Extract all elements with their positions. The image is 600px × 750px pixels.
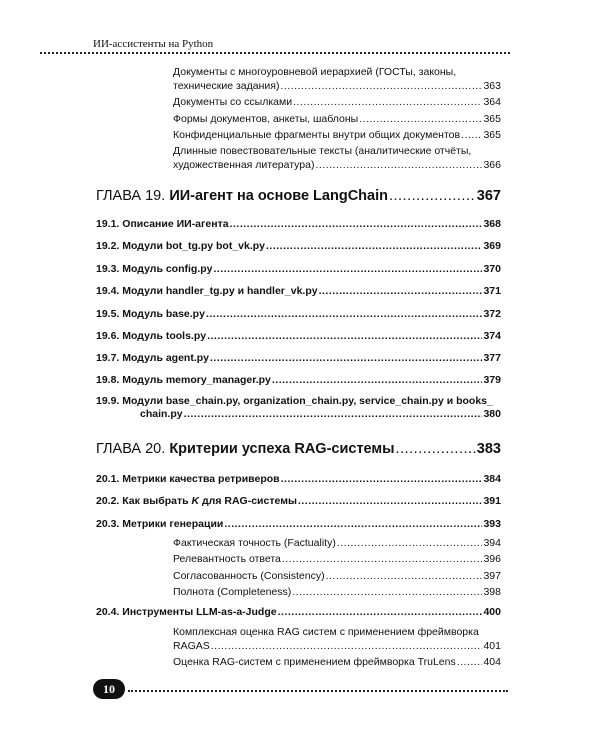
toc-section[interactable] xyxy=(96,308,501,320)
leader-dots xyxy=(282,553,483,565)
leader-dots xyxy=(337,537,483,549)
toc-entry-page: 365 xyxy=(483,113,501,125)
toc-entry-page: 396 xyxy=(483,553,501,565)
toc-section[interactable] xyxy=(96,518,501,530)
toc-entry-title: Документы со ссылками xyxy=(173,96,293,108)
toc-entry[interactable] xyxy=(173,96,501,108)
toc-section[interactable] xyxy=(96,352,501,364)
toc-entry-line1: Комплексная оценка RAG систем с применением фреймворка xyxy=(173,626,479,638)
toc-entry-title: Конфиденциальные фрагменты внутри общих документов xyxy=(173,129,461,141)
toc-entry[interactable] xyxy=(173,656,501,668)
toc-section[interactable] xyxy=(96,330,501,342)
leader-dots xyxy=(326,570,483,582)
leader-dots xyxy=(280,80,482,92)
toc-section-title: 19.2. Модули bot_tg.py bot_vk.py xyxy=(96,240,266,252)
toc-entry-title: Согласованность (Consistency) xyxy=(173,570,325,582)
leader-dots xyxy=(230,218,483,230)
toc-entry-title: технические задания) xyxy=(173,80,280,92)
toc-section[interactable] xyxy=(140,408,501,420)
toc-section-page: 393 xyxy=(483,518,501,530)
toc-entry[interactable] xyxy=(173,586,501,598)
toc-entry-page: 398 xyxy=(483,586,501,598)
leader-dots xyxy=(292,586,482,598)
toc-section[interactable] xyxy=(96,263,501,275)
toc-section-page: 379 xyxy=(483,374,501,386)
toc-section-title: 19.7. Модуль agent.py xyxy=(96,352,210,364)
chapter-title: ИИ-агент на основе LangChain xyxy=(169,188,388,204)
header-dotted-rule xyxy=(40,52,510,54)
leader-dots xyxy=(184,408,483,420)
toc-entry[interactable] xyxy=(173,537,501,549)
toc-section[interactable] xyxy=(96,285,501,297)
leader-dots xyxy=(293,96,482,108)
chapter-page: 383 xyxy=(476,441,501,457)
toc-section-page: 384 xyxy=(483,473,501,485)
toc-entry-page: 366 xyxy=(483,159,501,171)
toc-entry-page: 394 xyxy=(483,537,501,549)
toc-section[interactable] xyxy=(96,218,501,230)
leader-dots xyxy=(461,129,482,141)
leader-dots xyxy=(457,656,483,668)
toc-section-title: chain.py xyxy=(140,408,183,420)
toc-entry-page: 365 xyxy=(483,129,501,141)
toc-section-title: 19.6. Модуль tools.py xyxy=(96,330,207,342)
leader-dots xyxy=(298,495,483,507)
title-part: 20.2. Как выбрать xyxy=(96,495,192,507)
toc-entry-title: Полнота (Completeness) xyxy=(173,586,292,598)
page-number-badge xyxy=(93,679,125,699)
toc-section-page: 380 xyxy=(483,408,501,420)
leader-dots xyxy=(359,113,482,125)
toc-entry[interactable] xyxy=(173,570,501,582)
toc-section-page: 372 xyxy=(483,308,501,320)
toc-section-page: 374 xyxy=(483,330,501,342)
toc-section-page: 400 xyxy=(483,606,501,618)
toc-section-page: 371 xyxy=(483,285,501,297)
toc-entry-title: Формы документов, анкеты, шаблоны xyxy=(173,113,359,125)
toc-section[interactable] xyxy=(96,473,501,485)
toc-section[interactable] xyxy=(96,240,501,252)
toc-section-title: 20.3. Метрики генерации xyxy=(96,518,224,530)
footer-dotted-rule xyxy=(128,690,508,692)
toc-entry[interactable] xyxy=(173,553,501,565)
toc-entry-title: RAGAS xyxy=(173,640,210,652)
toc-entry-title: Оценка RAG-систем с применением фреймворка TruLens xyxy=(173,656,456,668)
chapter-heading-text xyxy=(96,441,395,457)
toc-section-title xyxy=(96,495,297,507)
chapter-title: Критерии успеха RAG-системы xyxy=(169,441,395,457)
leader-dots xyxy=(206,308,483,320)
toc-section-title: 19.5. Модуль base.py xyxy=(96,308,205,320)
leader-dots xyxy=(396,441,476,457)
leader-dots xyxy=(319,285,483,297)
toc-section-title: 20.1. Метрики качества ретриверов xyxy=(96,473,280,485)
leader-dots xyxy=(272,374,483,386)
leader-dots xyxy=(214,263,483,275)
leader-dots xyxy=(266,240,482,252)
toc-entry-page: 404 xyxy=(483,656,501,668)
toc-entry[interactable] xyxy=(173,113,501,125)
chapter-20-heading[interactable] xyxy=(96,441,501,457)
leader-dots xyxy=(315,159,482,171)
leader-dots xyxy=(278,606,483,618)
running-head: ИИ-ассистенты на Python xyxy=(93,38,214,50)
toc-section-title: 20.4. Инструменты LLM-as-a-Judge xyxy=(96,606,277,618)
chapter-19-heading[interactable] xyxy=(96,188,501,204)
toc-section-page: 370 xyxy=(483,263,501,275)
leader-dots xyxy=(207,330,482,342)
toc-section-title: 19.1. Описание ИИ-агента xyxy=(96,218,229,230)
toc-entry-title: художественная литература) xyxy=(173,159,315,171)
toc-section[interactable] xyxy=(96,495,501,507)
toc-section[interactable] xyxy=(96,606,501,618)
toc-entry[interactable] xyxy=(173,640,501,652)
chapter-page: 367 xyxy=(476,188,501,204)
leader-dots xyxy=(210,352,482,364)
toc-entry[interactable] xyxy=(173,159,501,171)
toc-section-page: 368 xyxy=(483,218,501,230)
title-italic-k: K xyxy=(191,495,200,507)
toc-section-title: 19.4. Модули handler_tg.py и handler_vk.py xyxy=(96,285,318,297)
toc-entry-page: 401 xyxy=(483,640,501,652)
toc-entry-line1: Длинные повествовательные тексты (аналитические отчёты, xyxy=(173,145,472,157)
leader-dots xyxy=(211,640,483,652)
title-part: для RAG-системы xyxy=(199,495,297,507)
toc-section[interactable] xyxy=(96,374,501,386)
toc-entry-page: 364 xyxy=(483,96,501,108)
toc-section-page: 377 xyxy=(483,352,501,364)
page-number: 10 xyxy=(103,681,115,696)
toc-section-page: 369 xyxy=(483,240,501,252)
toc-entry-title: Фактическая точность (Factuality) xyxy=(173,537,336,549)
leader-dots xyxy=(224,518,482,530)
chapter-heading-text xyxy=(96,188,388,204)
toc-entry[interactable] xyxy=(173,129,501,141)
toc-entry-page: 397 xyxy=(483,570,501,582)
toc-section-page: 391 xyxy=(483,495,501,507)
chapter-label: ГЛАВА 19. xyxy=(96,188,166,204)
toc-entry-line1: Документы с многоуровневой иерархией (ГОСТы, законы, xyxy=(173,66,457,78)
toc-section-title: 19.8. Модуль memory_manager.py xyxy=(96,374,271,386)
leader-dots xyxy=(281,473,483,485)
toc-section-title: 19.3. Модуль config.py xyxy=(96,263,213,275)
toc-section-line1: 19.9. Модули base_chain.py, organization_chain.py, service_chain.py и books_ xyxy=(96,395,493,407)
toc-entry-page: 363 xyxy=(483,80,501,92)
leader-dots xyxy=(389,188,476,204)
toc-entry-title: Релевантность ответа xyxy=(173,553,281,565)
toc-entry[interactable] xyxy=(173,80,501,92)
chapter-label: ГЛАВА 20. xyxy=(96,441,166,457)
